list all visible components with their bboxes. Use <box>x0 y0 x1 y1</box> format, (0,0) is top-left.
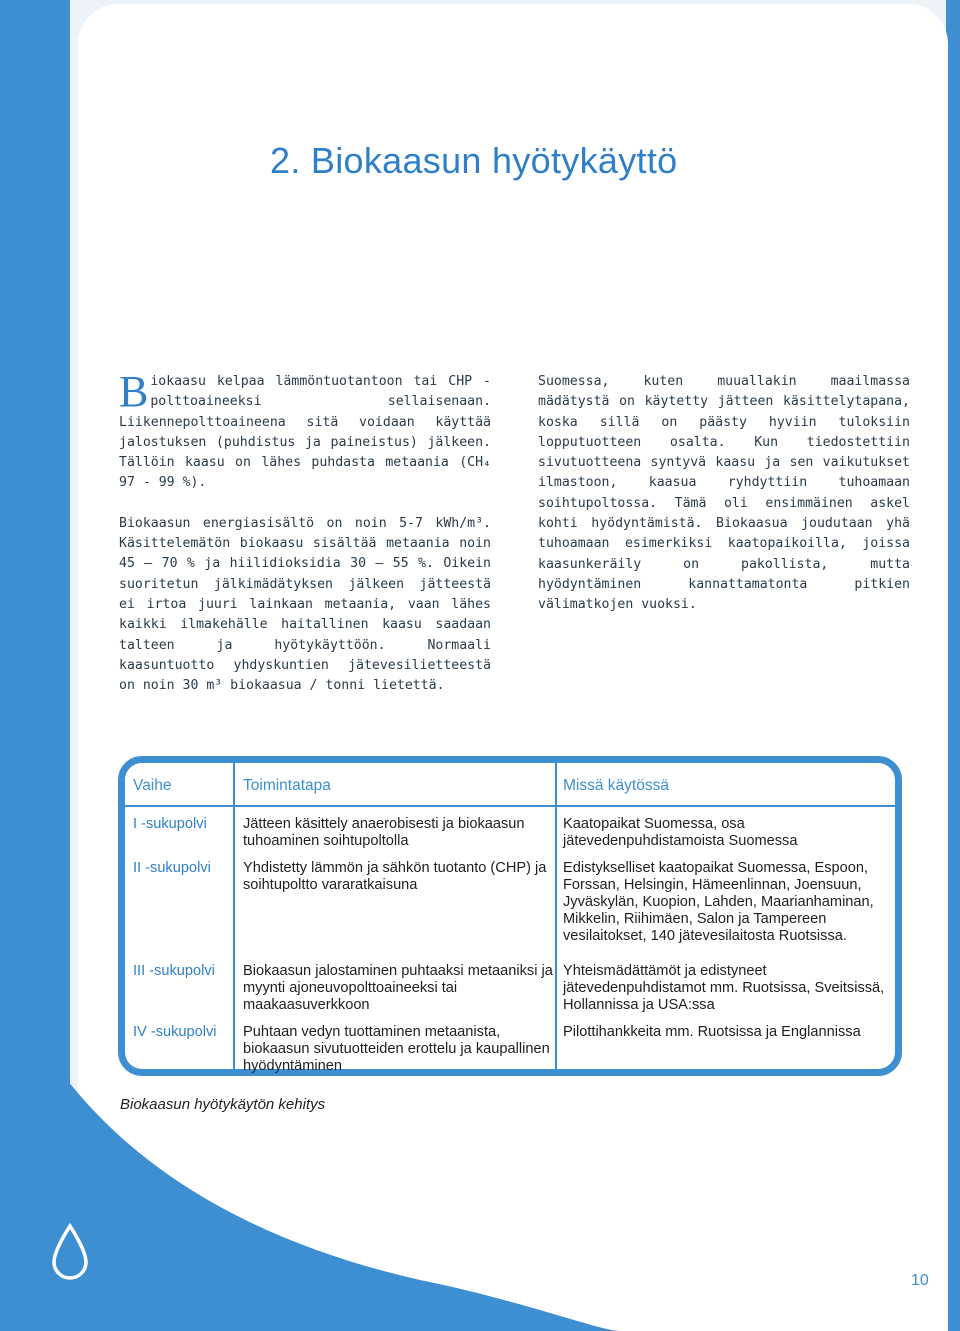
paragraph-2: Biokaasun energiasisältö on noin 5-7 kWh/m³. Käsittelemätön biokaasu sisältää metaania noin 45 – 70 % ja hiilidioksidia 30 – 55 %. Oikein suoritetun jälkimädätyksen jälkeen jätteestä ei irtoa juuri lainkaan metaania, vaan lähes kaikki ilmakehälle haitallinen kaasu saadaan talteen ja hyötykäyttöön. Normaali kaasuntuotto yhdyskuntien jätevesilietteestä on noin 30 m³ biokaasua / tonni lietettä. <box>119 515 491 694</box>
header-phase: Vaihe <box>133 777 172 794</box>
dropcap: B <box>119 367 149 416</box>
method-cell: Biokaasun jalostaminen puhtaaksi metaaniksi ja myynti ajoneuvopolttoaineeksi tai maakaasuverkkoon <box>243 963 553 1013</box>
method-cell: Yhdistetty lämmön ja sähkön tuotanto (CHP) ja soihtupoltto vararatkaisuna <box>243 860 547 893</box>
phase-cell: IV -sukupolvi <box>133 1024 217 1040</box>
water-drop-icon <box>50 1222 90 1282</box>
paragraph-1-text: iokaasu kelpaa lämmöntuotantoon tai CHP -polttoaineeksi sellaisenaan. Liikennepolttoaineena sitä voidaan käyttää jalostuksen (puhdistus ja paineistus) jälkeen. Tällöin kaasu on lähes puhdasta metaania (CH₄ 97 - 99 %). <box>119 374 491 491</box>
phase-cell: III -sukupolvi <box>133 963 215 979</box>
method-cell: Jätteen käsittely anaerobisesti ja biokaasun tuhoaminen soihtupoltolla <box>243 816 525 849</box>
where-cell: Kaatopaikat Suomessa, osa jätevedenpuhdistamoista Suomessa <box>563 816 798 849</box>
page-title: 2. Biokaasun hyötykäyttö <box>270 140 678 181</box>
column-divider <box>233 763 235 1069</box>
phase-cell: I -sukupolvi <box>133 816 207 832</box>
paragraph-3: Suomessa, kuten muuallakin maailmassa mädätystä on käytetty jätteen käsittelytapana, koska sillä on päästy hyviin tuloksiin lopputuotteen osalta. Kun tiedostettiin sivutuotteena syntyvä kaasu ja sen vaikutukset ilmastoon, kaasua ryhdyttiin tuhoamaan soihtupoltossa. Tämä oli ensimmäinen askel kohti hyödyntämistä. Biokaasua joudutaan yhä tuhoamaan esimerkiksi kaatopaikoilla, joissa kaasunkeräily on pakollista, mutta hyödyntäminen kannattamatonta pitkien välimatkojen vuoksi. <box>538 374 910 613</box>
page-number: 10 <box>911 1272 929 1289</box>
paragraph-1 <box>119 367 491 494</box>
where-cell: Yhteismädättämöt ja edistyneet jätevedenpuhdistamot mm. Ruotsissa, Sveitsissä, Hollannissa ja USA:ssa <box>563 963 885 1013</box>
where-cell: Pilottihankkeita mm. Ruotsissa ja Englannissa <box>563 1024 861 1040</box>
header-where: Missä käytössä <box>563 777 669 794</box>
table-caption: Biokaasun hyötykäytön kehitys <box>120 1096 326 1113</box>
method-cell: Puhtaan vedyn tuottaminen metaanista, biokaasun sivutuotteiden erottelu ja kaupallinen hyödyntäminen <box>243 1024 550 1074</box>
header-method: Toimintatapa <box>243 777 331 794</box>
where-cell: Edistykselliset kaatopaikat Suomessa, Espoon, Forssan, Helsingin, Hämeenlinnan, Joensuun, Jyväskylän, Kuopion, Lahden, Maarianhaminan, Mikkelin, Riihimäen, Salon ja Tampereen vesilaitokset, 140 jätevesilaitosta Ruotsissa. <box>563 860 874 944</box>
table-header <box>125 763 895 807</box>
phase-cell: II -sukupolvi <box>133 860 211 876</box>
generations-table <box>118 756 902 1076</box>
left-text-column <box>119 367 491 716</box>
right-text-column <box>538 372 910 636</box>
